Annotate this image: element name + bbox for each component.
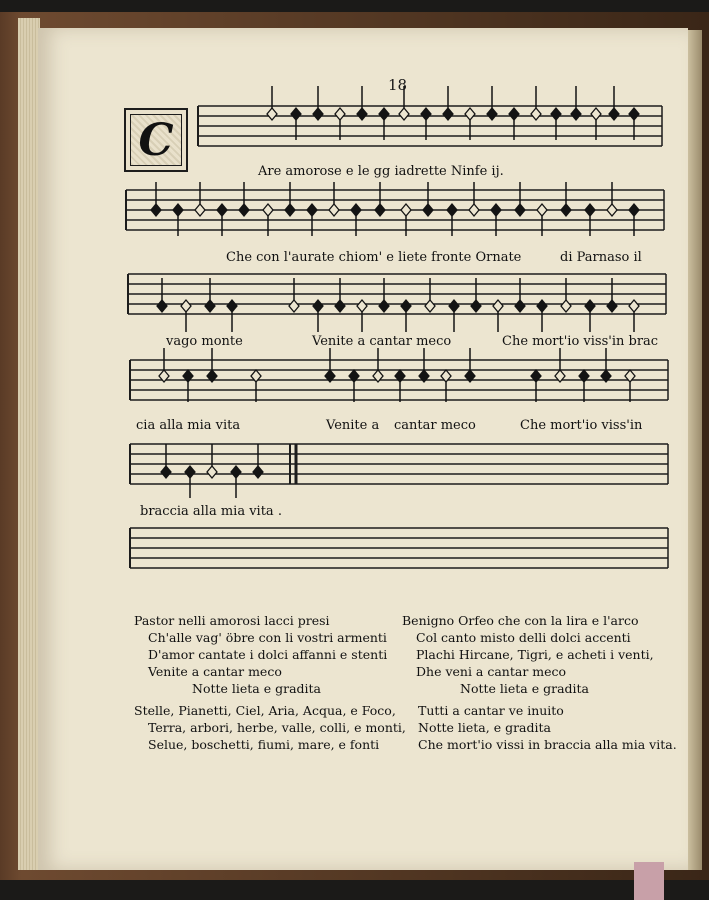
note-head	[629, 108, 639, 120]
note-head	[537, 300, 547, 312]
note-head	[551, 108, 561, 120]
note-head	[357, 300, 367, 312]
note-head	[447, 204, 457, 216]
note-head	[491, 204, 501, 216]
note-head	[465, 108, 475, 120]
note-head	[307, 204, 317, 216]
note-head	[351, 204, 361, 216]
note-head	[487, 108, 497, 120]
lyric-line-4a: cia alla mia vita	[136, 418, 241, 433]
note-head	[357, 108, 367, 120]
note-head	[329, 204, 339, 216]
note-head	[443, 108, 453, 120]
note-head	[335, 108, 345, 120]
note-head	[379, 300, 389, 312]
verse-line: Notte lieta e gradita	[192, 681, 321, 696]
note-head	[607, 204, 617, 216]
note-head	[607, 300, 617, 312]
verse-line: Col canto misto delli dolci accenti	[416, 630, 631, 645]
note-head	[561, 300, 571, 312]
note-head	[379, 108, 389, 120]
verse-line: Ch'alle vag' öbre con li vostri armenti	[148, 630, 387, 645]
note-head	[289, 300, 299, 312]
note-head	[401, 300, 411, 312]
lyric-line-4c: cantar meco	[394, 418, 476, 433]
verse-line: Che mort'io vissi in braccia alla mia vita.	[418, 737, 677, 752]
lyric-line-1: Are amorose e le gg iadrette Ninfe ij.	[258, 164, 504, 179]
note-head	[253, 466, 263, 478]
verse-right-2	[418, 702, 677, 753]
note-head	[629, 204, 639, 216]
initial-letter: C	[130, 114, 182, 166]
note-head	[231, 466, 241, 478]
verse-line: Notte lieta e gradita	[460, 681, 589, 696]
lyric-line-2b: di Parnaso il	[560, 250, 642, 265]
verse-left-2	[134, 702, 406, 753]
note-head	[181, 300, 191, 312]
note-head	[515, 300, 525, 312]
note-head	[267, 108, 277, 120]
verse-line: Benigno Orfeo che con la lira e l'arco	[402, 613, 639, 628]
note-head	[185, 466, 195, 478]
page-number: 18	[388, 76, 408, 94]
note-head	[471, 300, 481, 312]
note-head	[421, 108, 431, 120]
lyric-line-3a: vago monte	[166, 334, 243, 349]
note-head	[469, 204, 479, 216]
note-head	[313, 300, 323, 312]
note-head	[227, 300, 237, 312]
note-head	[449, 300, 459, 312]
verse-line: Tutti a cantar ve inuito	[418, 703, 564, 718]
note-head	[157, 300, 167, 312]
note-head	[399, 108, 409, 120]
note-head	[205, 300, 215, 312]
verse-line: Stelle, Pianetti, Ciel, Aria, Acqua, e Foco,	[134, 703, 396, 718]
note-head	[173, 204, 183, 216]
verse-line: Plachi Hircane, Tigri, e acheti i venti,	[416, 647, 654, 662]
lyric-line-3c: Che mort'io viss'in brac	[502, 334, 659, 349]
note-head	[161, 466, 171, 478]
lyric-line-3b: Venite a cantar meco	[312, 334, 452, 349]
note-head	[425, 300, 435, 312]
note-head	[591, 108, 601, 120]
lyric-line-4d: Che mort'io viss'in	[520, 418, 643, 433]
lyric-line-2a: Che con l'aurate chiom' e liete fronte Ornate	[226, 250, 522, 265]
note-head	[423, 204, 433, 216]
note-head	[585, 204, 595, 216]
note-head	[239, 204, 249, 216]
verse-right-1	[402, 612, 654, 697]
note-head	[291, 108, 301, 120]
verse-line: Terra, arbori, herbe, valle, colli, e monti,	[148, 720, 406, 735]
note-head	[609, 108, 619, 120]
verse-line: D'amor cantate i dolci affanni e stenti	[148, 647, 388, 662]
note-head	[401, 204, 411, 216]
note-head	[537, 204, 547, 216]
verse-line: Notte lieta, e gradita	[418, 720, 551, 735]
note-head	[585, 300, 595, 312]
note-head	[195, 204, 205, 216]
lyric-line-5: braccia alla mia vita .	[140, 504, 282, 519]
note-head	[561, 204, 571, 216]
verse-left-1	[134, 612, 387, 697]
note-head	[493, 300, 503, 312]
note-head	[515, 204, 525, 216]
note-head	[629, 300, 639, 312]
verse-line: Pastor nelli amorosi lacci presi	[134, 613, 330, 628]
lyric-line-4b: Venite a	[326, 418, 380, 433]
note-head	[531, 108, 541, 120]
note-head	[263, 204, 273, 216]
verse-line: Venite a cantar meco	[148, 664, 282, 679]
verse-line: Dhe veni a cantar meco	[416, 664, 567, 679]
note-head	[335, 300, 345, 312]
verse-line: Selue, boschetti, fiumi, mare, e fonti	[148, 737, 380, 752]
note-head	[375, 204, 385, 216]
note-head	[151, 204, 161, 216]
note-head	[217, 204, 227, 216]
note-head	[207, 466, 217, 478]
note-head	[313, 108, 323, 120]
note-head	[285, 204, 295, 216]
note-head	[509, 108, 519, 120]
note-head	[571, 108, 581, 120]
